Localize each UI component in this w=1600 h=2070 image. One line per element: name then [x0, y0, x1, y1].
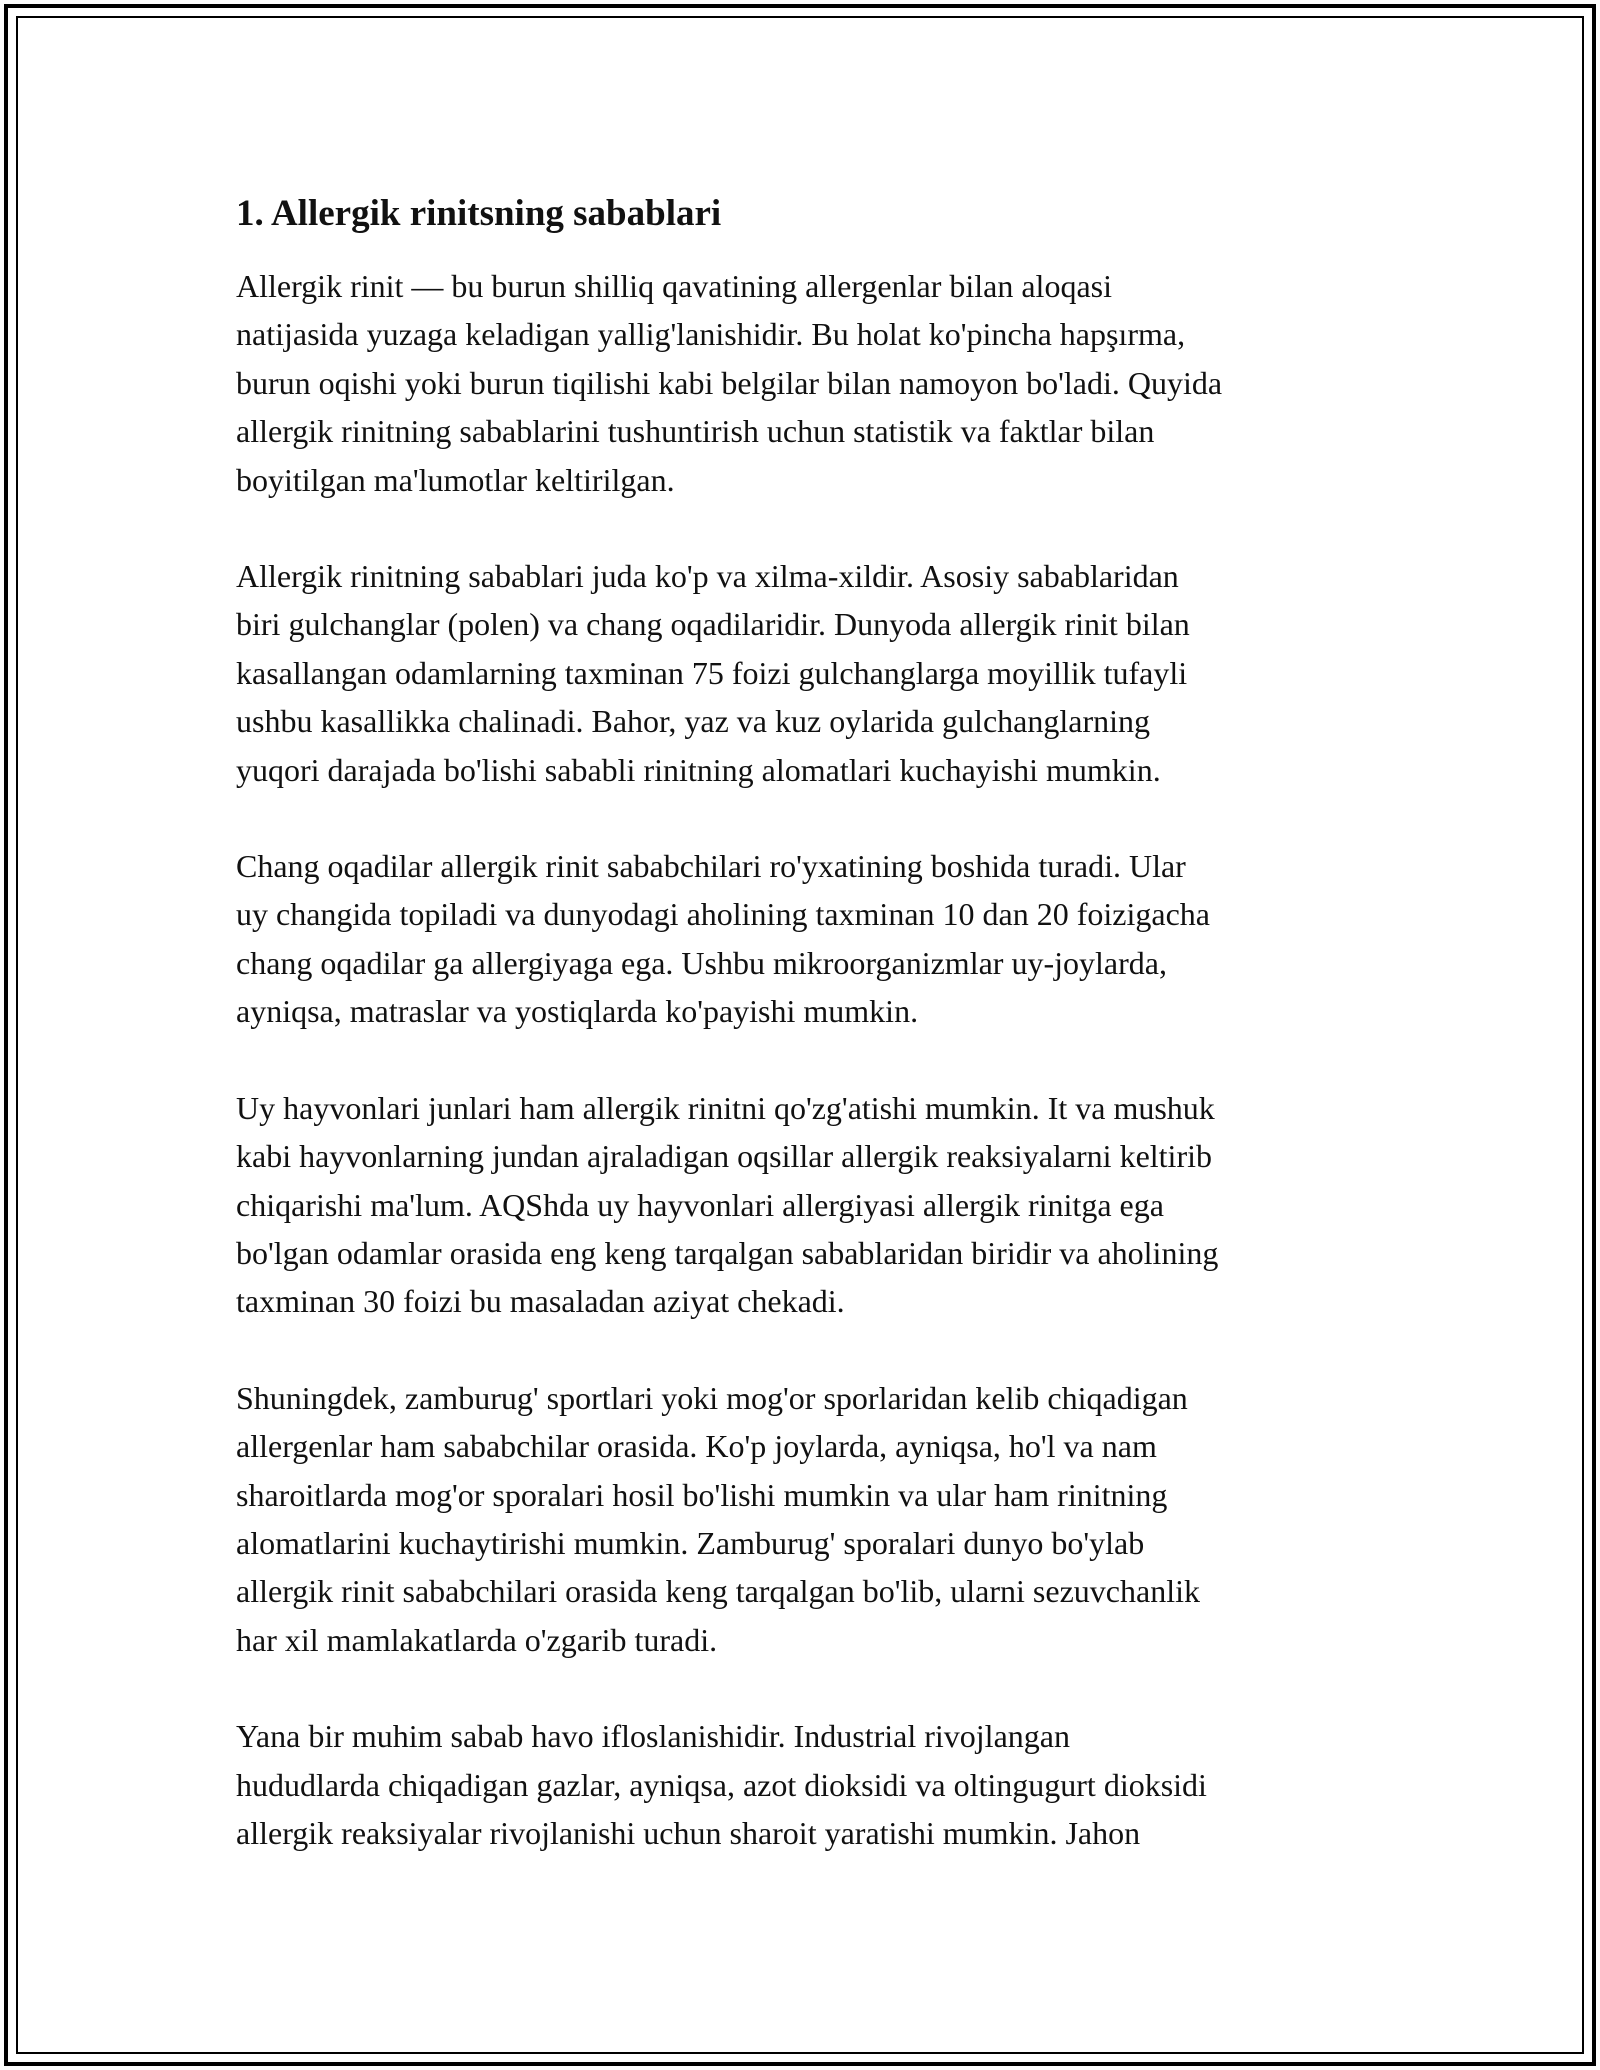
paragraph-pet-dander: Uy hayvonlari junlari ham allergik rinitni qo'zg'atishi mumkin. It va mushuk kabi hayvonlarning jundan ajraladigan oqsillar allergik reaksiyalarni keltirib chiqarishi ma'lum. AQShda uy hayvonlari allergiyasi allergik rinitga ega bo'lgan odamlar orasida eng keng tarqalgan sabablaridan biridir va aholining taxminan 30 foizi bu masaladan aziyat chekadi. [236, 1089, 1219, 1320]
paragraph-mold-spores: Shuningdek, zamburug' sportlari yoki mog'or sporlaridan kelib chiqadigan allergenlar ham sababchilar orasida. Ko'p joylarda, ayniqsa, ho'l va nam sharoitlarda mog'or sporalari hosil bo'lishi mumkin va ular ham rinitning alomatlarini kuchaytirishi mumkin. Zamburug' sporalari dunyo bo'ylab allergik rinit sababchilari orasida keng tarqalgan bo'lib, ularni sezuvchanlik har xil mamlakatlarda o'zgarib turadi. [236, 1379, 1200, 1658]
section-heading: 1. Allergik rinitsning sabablari [236, 193, 722, 234]
paragraph-dust-mites: Chang oqadilar allergik rinit sababchilari ro'yxatining boshida turadi. Ular uy changida topiladi va dunyodagi aholining taxminan 10 dan 20 foizigacha chang oqadilar ga allergiyaga ega. Ushbu mikroorganizmlar uy-joylarda, ayniqsa, matraslar va yostiqlarda ko'payishi mumkin. [236, 848, 1210, 1030]
paragraph-introduction: Allergik rinit — bu burun shilliq qavatining allergenlar bilan aloqasi natijasida yuzaga keladigan yallig'lanishidir. Bu holat ko'pincha hapşırma, burun oqishi yoki burun tiqilishi kabi belgilar bilan namoyon bo'ladi. Quyida allergik rinitning sabablarini tushuntirish uchun statistik va faktlar bilan boyitilgan ma'lumotlar keltirilgan. [236, 268, 1223, 498]
document-body [236, 186, 1376, 1905]
paragraph-pollen: Allergik rinitning sabablari juda ko'p va xilma-xildir. Asosiy sabablaridan biri gulchanglar (polen) va chang oqadilaridir. Dunyoda allergik rinit bilan kasallangan odamlarning taxminan 75 foizi gulchanglarga moyillik tufayli ushbu kasallikka chalinadi. Bahor, yaz va kuz oylarida gulchanglarning yuqori darajada bo'lishi sababli rinitning alomatlari kuchayishi mumkin. [236, 558, 1190, 788]
paragraph-air-pollution: Yana bir muhim sabab havo ifloslanishidir. Industrial rivojlangan hududlarda chiqadigan gazlar, ayniqsa, azot dioksidi va oltingugurt dioksidi allergik reaksiyalar rivojlanishi uchun sharoit yaratishi mumkin. Jahon [236, 1718, 1207, 1851]
